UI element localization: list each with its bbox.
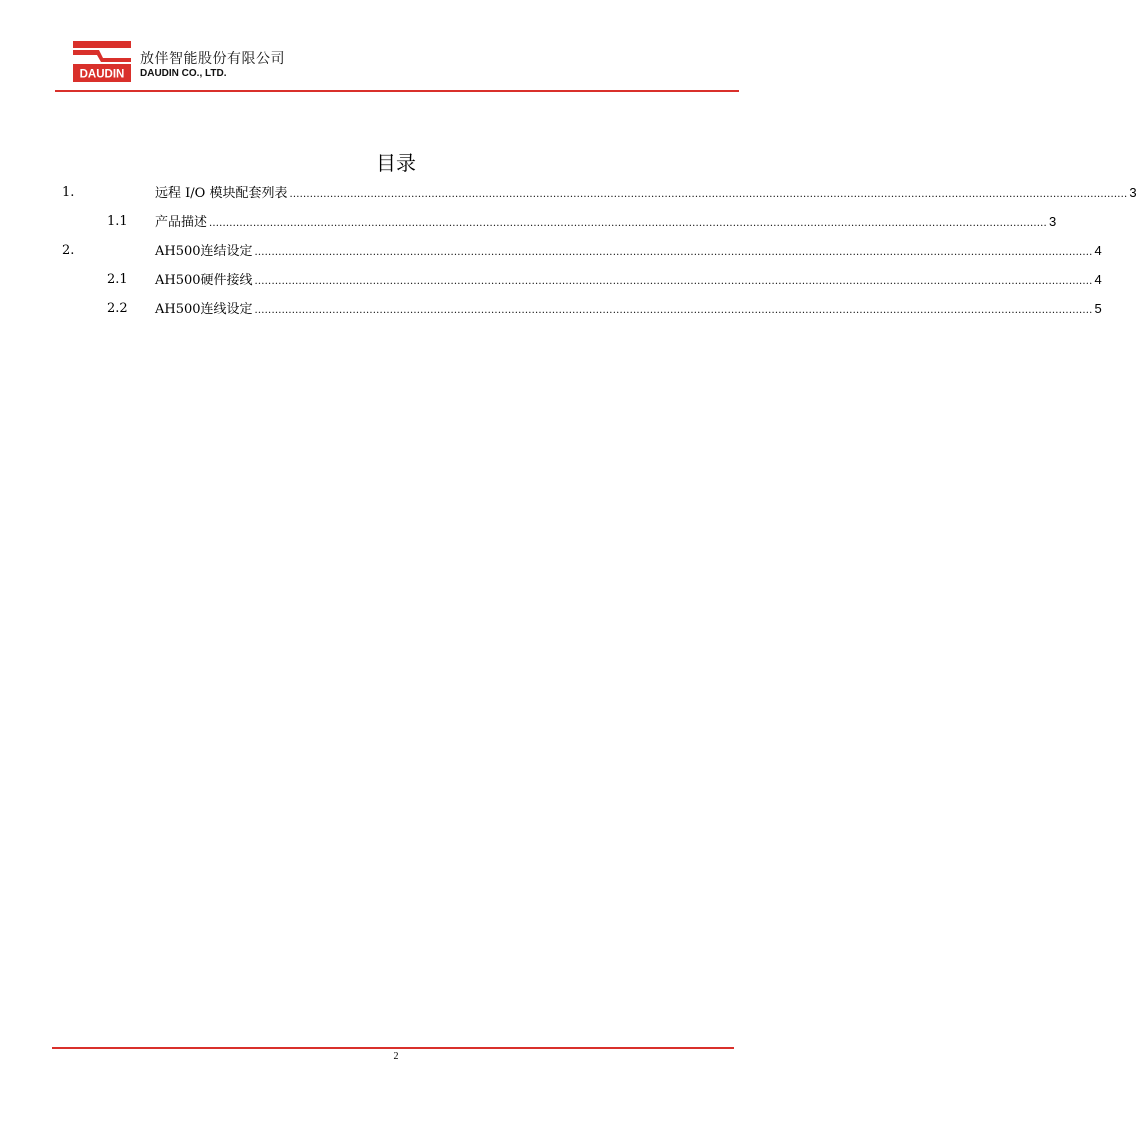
toc-entry-number: 2.1 bbox=[107, 272, 128, 287]
toc-entry[interactable] bbox=[62, 183, 1137, 203]
toc-entry[interactable] bbox=[62, 212, 1057, 232]
toc-leader-dots: ........................................................................................................................................................................................................................................................ bbox=[209, 218, 1047, 229]
toc-entry-page: 4 bbox=[1094, 272, 1102, 287]
toc-leader-dots: ........................................................................................................................................................................................................................................................ bbox=[289, 189, 1128, 200]
toc-entry-number: 2. bbox=[62, 243, 75, 258]
toc-entry-number: 1.1 bbox=[107, 214, 128, 229]
page-number: 2 bbox=[393, 1051, 399, 1062]
toc-entry[interactable] bbox=[62, 241, 1102, 261]
toc-entry-label[interactable]: 产品描述 bbox=[155, 215, 208, 230]
toc-entry-label[interactable]: 远程 I/O 模块配套列表 bbox=[155, 186, 288, 201]
toc-entry-number: 1. bbox=[62, 185, 75, 200]
toc-entry[interactable] bbox=[62, 270, 1102, 290]
company-name-cn: 放伴智能股份有限公司 bbox=[140, 51, 285, 67]
toc-entry-page: 3 bbox=[1129, 185, 1137, 200]
toc-leader-dots: ........................................................................................................................................................................................................................................................ bbox=[254, 276, 1093, 287]
company-logo bbox=[73, 41, 131, 82]
toc-entry-label[interactable]: AH500连线设定 bbox=[155, 302, 253, 317]
toc-leader-dots: ........................................................................................................................................................................................................................................................ bbox=[254, 305, 1093, 316]
footer-divider bbox=[52, 1047, 734, 1049]
toc-entry-page: 5 bbox=[1094, 301, 1102, 316]
toc-entry-label[interactable]: AH500硬件接线 bbox=[155, 273, 253, 288]
toc-entry-number: 2.2 bbox=[107, 301, 128, 316]
toc-entry[interactable] bbox=[62, 299, 1102, 319]
company-name-en: DAUDIN CO., LTD. bbox=[140, 68, 227, 79]
toc-entry-page: 4 bbox=[1094, 243, 1102, 258]
toc-title: 目录 bbox=[376, 151, 416, 175]
toc-leader-dots: ........................................................................................................................................................................................................................................................ bbox=[254, 247, 1093, 258]
header-divider bbox=[55, 90, 739, 92]
logo-text: DAUDIN bbox=[79, 68, 125, 81]
toc-entry-page: 3 bbox=[1048, 214, 1057, 229]
toc-entry-label[interactable]: AH500连结设定 bbox=[155, 244, 253, 259]
